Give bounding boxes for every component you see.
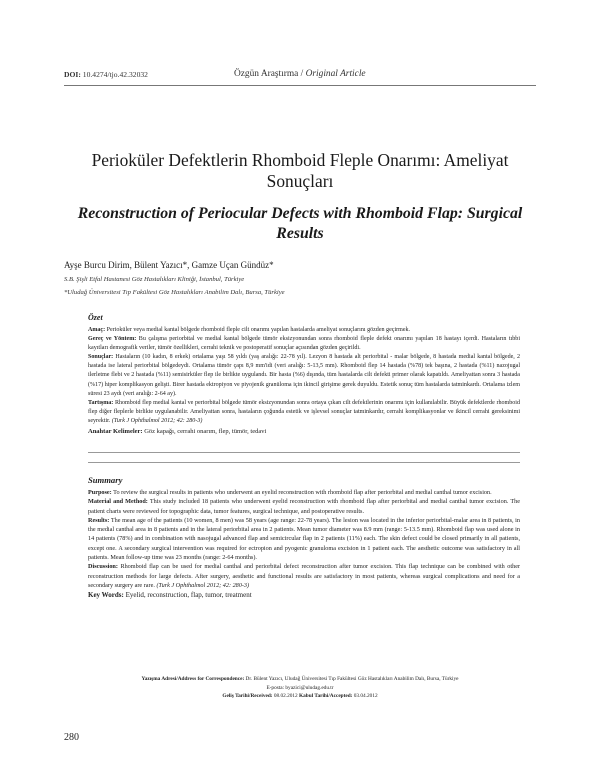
abstract-en-discussion: Discussion: Rhomboid flap can be used for medial canthal and periorbital defect reconstruction after tumor excision. This flap technique can be combined with other reconstruction methods for large defects. After surgery, aesthetic and functional results are satisfactory in most patients, whereas surgical complications and need for a secondary surgery are rare. (Turk J Ophthalmol 2012; 42: 280-3) [88, 563, 520, 589]
article-type-tr: Özgün Araştırma / [234, 69, 304, 79]
dates: Geliş Tarihi/Received: 08.02.2012 Kabul Tarihi/Accepted: 03.04.2012 [222, 693, 378, 700]
title-english: Reconstruction of Periocular Defects with Rhomboid Flap: Surgical Results [77, 205, 523, 242]
abstract-divider-bottom [88, 462, 520, 463]
abstract-turkish [88, 312, 520, 436]
author-list: Ayşe Burcu Dirim, Bülent Yazıcı*, Gamze Uçan Gündüz* [64, 260, 274, 270]
doi [64, 70, 148, 79]
abstract-english [88, 474, 520, 601]
abstract-en-keywords: Key Words: Eyelid, reconstruction, flap, tumor, treatment [88, 591, 252, 600]
correspondence-footer [64, 675, 536, 701]
page-header [64, 70, 536, 84]
doi-value[interactable]: 10.4274/tjo.42.32032 [82, 70, 148, 79]
abstract-tr-keywords: Anahtar Kelimeler: Göz kapağı, cerrahi onarım, flep, tümör, tedavi [88, 428, 267, 436]
abstract-tr-method: Gereç ve Yöntem: Bu çalışma periorbital ve medial kantal bölgede tümör eksizyonundan sonra rhomboid fleple defekt onarımı yapılan 18 hastayı içerdi. Hastaların tıbbi kayıtları demografik veriler, tümör özellikleri, cerrahi teknik ve postoperatif sonuçlar açısından gözden geçirildi. [88, 336, 521, 352]
abstract-tr-results: Sonuçlar: Hastaların (10 kadın, 8 erkek) ortalama yaşı 58 yıldı (yaş aralığı: 22-78 yıl). Lezyon 8 hastada alt periorbital - malar bölgede, 8 hastada medial kantal bölgede, 2 hastada ise lateral periorbital bölgedeydi. Ortalama tümör çapı 8,9 mm'idi (veri aralığı: 5-13,5 mm). Rhomboid flep 14 hastada (%78) tek başına, 2 hastada (%11) nazojugal ilerletme flebi ve 2 hastada (%11) semisirküler flep ile birlikte uygulandı. Bir hasta (%6) dışında, tüm hastalarda cilt defekti primer olarak kapatıldı. Ameliyattan sonra 3 hastada (%17) hiper komplikasyon gelişti. Birer hastada ektropiyon ve piyojenik granüloma için ikincil girişime gerek duyuldu. Estetik sonuç tüm hastalarda tatminkardı. Ortalama izlem süresi 23 aydı (veri aralığı: 2-64 ay). [88, 354, 520, 397]
article-type-en: Original Article [305, 69, 366, 79]
abstract-tr-discussion: Tartışma: Rhomboid flep medial kantal ve periorbital bölgede tümör eksizyonundan sonra ortaya çıkan cilt defektlerinin onarımı için kullanılabilir. Büyük defektlerde rhomboid flep diğer fleplerle birlikte uygulanabilir. Ameliyattan sonra, hastaların çoğunda estetik ve işlevsel sonuçlar tatminkardır, cerrahi komplikasyonlar ve ikincil cerrahi gereksinimi seyrektir. (Turk J Ophthalmol 2012; 42: 280-3) [88, 399, 520, 424]
correspondence-address: Yazışma Adresi/Address for Correspondence: Dr. Bülent Yazıcı, Uludağ Üniversitesi Tıp Fakültesi Göz Hastalıkları Anabilim Dalı, Bursa, Türkiye [141, 676, 459, 682]
article-type [234, 69, 366, 79]
affiliation-1: S.B. Şişli Etfal Hastanesi Göz Hastalıkları Kliniği, İstanbul, Türkiye [64, 276, 245, 283]
abstract-en-heading: Summary [88, 475, 123, 485]
abstract-divider-top [88, 452, 520, 453]
header-divider [64, 85, 536, 86]
abstract-en-purpose: Purpose: To review the surgical results in patients who underwent an eyelid reconstruction with rhomboid flap after periorbital and medial canthal tumor excision. [88, 489, 492, 496]
title-turkish: Perioküler Defektlerin Rhomboid Fleple Onarımı: Ameliyat Sonuçları [91, 150, 509, 191]
abstract-tr-purpose: Amaç: Perioküler veya medial kantal bölgede rhomboid fleple cilt onarımı yapılan hastalarda ameliyat sonuçlarını gözden geçirmek. [88, 327, 411, 333]
affiliation-2: *Uludağ Üniversitesi Tıp Fakültesi Göz Hastalıkları Anabilim Dalı, Bursa, Türkiye [64, 289, 285, 296]
abstract-en-method: Material and Method: This study included 18 patients who underwent eyelid reconstruction with rhomboid flap after periorbital and medial canthal tumor excision. The patient charts were reviewed for topographic data, tumor features, surgical technique, and postoperative results. [88, 498, 520, 515]
doi-label: DOI: [64, 70, 81, 79]
abstract-tr-heading: Özet [88, 313, 103, 322]
page-number: 280 [64, 732, 79, 743]
abstract-en-results: Results: The mean age of the patients (10 women, 8 men) was 58 years (age range: 22-78 years). The lesion was located in the inferior periorbital-malar area in 8 patients, in the medial canthal area in 8 patients and in the lateral periorbital area in 2 patients. Mean tumor diameter was 8.9 mm (range: 5-13.5 mm). Rhomboid flap was used alone in 14 patients (78%) and in combination with nasojugal advanced flap and semicircular flap in 2 patients (11%) each. The skin defect could be closed primarily in all patients, except one. A secondary surgical intervention was required for ectropion and pyogenic granuloma excision in 1 patient each. The aesthetic outcome was satisfactory in all patients. Mean follow-up time was 23 months (range: 2-64 months). [88, 516, 520, 562]
correspondence-email[interactable]: E-posta: byazici@uludag.edu.tr [266, 684, 334, 691]
